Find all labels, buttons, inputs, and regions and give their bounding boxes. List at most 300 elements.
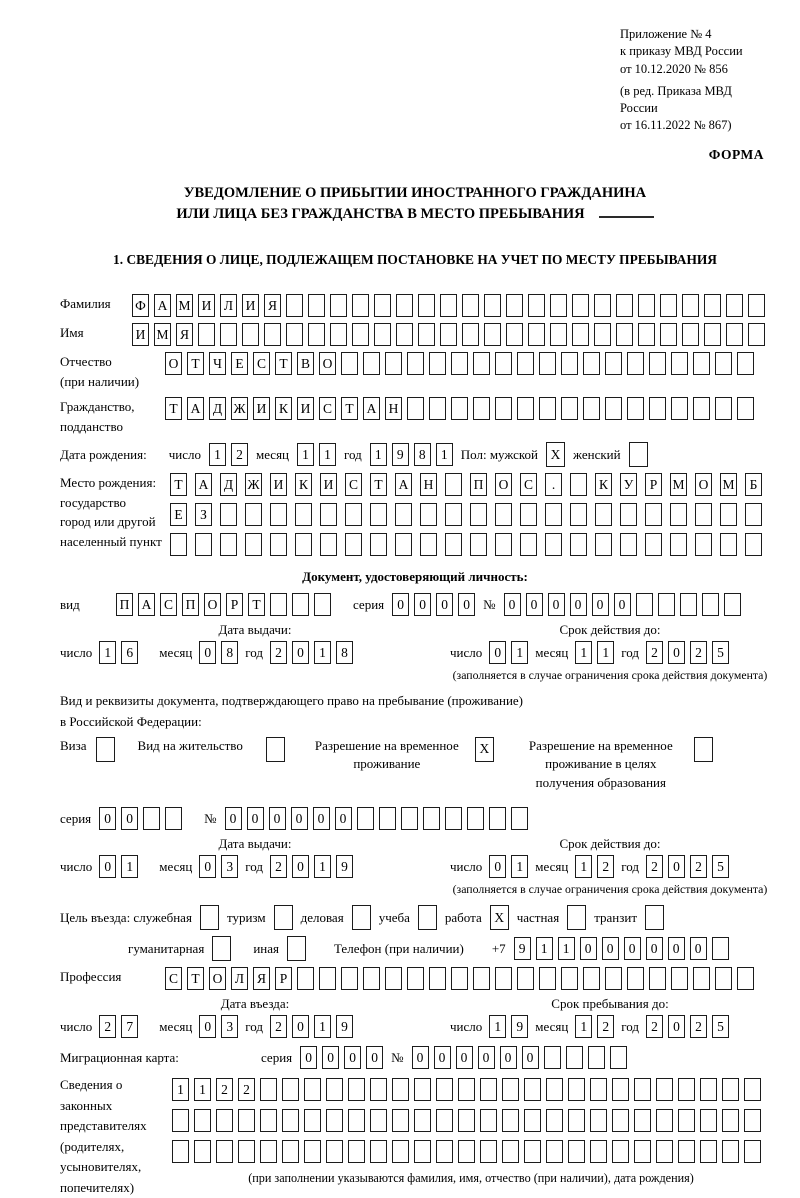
char-box[interactable]: Н	[385, 397, 402, 420]
char-box[interactable]: 0	[436, 593, 453, 616]
char-box[interactable]	[605, 967, 622, 990]
char-box[interactable]: Я	[176, 323, 193, 346]
char-box[interactable]	[570, 473, 587, 496]
char-box[interactable]	[216, 1109, 233, 1132]
char-box[interactable]: В	[297, 352, 314, 375]
temp-residence-edu-checkbox[interactable]	[694, 737, 713, 762]
char-box[interactable]: П	[182, 593, 199, 616]
char-box[interactable]: Р	[226, 593, 243, 616]
char-box[interactable]	[330, 323, 347, 346]
char-box[interactable]	[304, 1109, 321, 1132]
char-box[interactable]: 1	[575, 1015, 592, 1038]
char-box[interactable]: 9	[336, 1015, 353, 1038]
char-box[interactable]	[320, 503, 337, 526]
char-box[interactable]	[451, 967, 468, 990]
char-box[interactable]	[423, 807, 440, 830]
char-box[interactable]	[260, 1109, 277, 1132]
char-box[interactable]: 0	[434, 1046, 451, 1069]
char-box[interactable]: Т	[187, 967, 204, 990]
char-box[interactable]: 1	[597, 641, 614, 664]
char-box[interactable]	[220, 323, 237, 346]
char-box[interactable]	[520, 533, 537, 556]
char-box[interactable]: 1	[209, 443, 226, 466]
char-box[interactable]	[502, 1078, 519, 1101]
char-box[interactable]	[495, 397, 512, 420]
char-box[interactable]	[341, 967, 358, 990]
char-box[interactable]: М	[176, 294, 193, 317]
char-box[interactable]	[616, 294, 633, 317]
char-box[interactable]	[407, 397, 424, 420]
char-box[interactable]	[414, 1078, 431, 1101]
char-box[interactable]	[634, 1140, 651, 1163]
char-box[interactable]	[612, 1078, 629, 1101]
char-box[interactable]	[451, 352, 468, 375]
char-box[interactable]	[627, 352, 644, 375]
char-box[interactable]: К	[295, 473, 312, 496]
char-box[interactable]	[517, 967, 534, 990]
char-box[interactable]	[649, 352, 666, 375]
char-box[interactable]	[341, 352, 358, 375]
char-box[interactable]	[583, 967, 600, 990]
char-box[interactable]	[392, 1078, 409, 1101]
char-box[interactable]	[570, 503, 587, 526]
char-box[interactable]	[528, 294, 545, 317]
char-box[interactable]	[286, 323, 303, 346]
char-box[interactable]: 0	[313, 807, 330, 830]
char-box[interactable]	[566, 1046, 583, 1069]
char-box[interactable]: 0	[624, 937, 641, 960]
char-box[interactable]: Р	[645, 473, 662, 496]
char-box[interactable]	[436, 1078, 453, 1101]
char-box[interactable]: К	[595, 473, 612, 496]
char-box[interactable]: О	[204, 593, 221, 616]
char-box[interactable]	[352, 294, 369, 317]
char-box[interactable]	[363, 967, 380, 990]
char-box[interactable]: М	[154, 323, 171, 346]
char-box[interactable]	[414, 1140, 431, 1163]
char-box[interactable]	[550, 294, 567, 317]
char-box[interactable]: 0	[668, 855, 685, 878]
char-box[interactable]	[473, 352, 490, 375]
char-box[interactable]: 1	[489, 1015, 506, 1038]
char-box[interactable]	[744, 1109, 761, 1132]
char-box[interactable]	[590, 1140, 607, 1163]
char-box[interactable]	[282, 1109, 299, 1132]
char-box[interactable]	[695, 503, 712, 526]
char-box[interactable]: Ж	[245, 473, 262, 496]
char-box[interactable]	[506, 323, 523, 346]
char-box[interactable]	[693, 967, 710, 990]
char-box[interactable]	[489, 807, 506, 830]
char-box[interactable]	[260, 1140, 277, 1163]
char-box[interactable]	[561, 352, 578, 375]
char-box[interactable]: А	[138, 593, 155, 616]
char-box[interactable]: 1	[319, 443, 336, 466]
char-box[interactable]	[473, 397, 490, 420]
char-box[interactable]	[511, 807, 528, 830]
char-box[interactable]	[295, 533, 312, 556]
char-box[interactable]: 9	[336, 855, 353, 878]
char-box[interactable]	[467, 807, 484, 830]
char-box[interactable]: И	[297, 397, 314, 420]
char-box[interactable]	[418, 294, 435, 317]
char-box[interactable]: 2	[270, 855, 287, 878]
char-box[interactable]	[520, 503, 537, 526]
char-box[interactable]: 0	[292, 641, 309, 664]
char-box[interactable]	[695, 533, 712, 556]
char-box[interactable]: С	[520, 473, 537, 496]
char-box[interactable]	[524, 1078, 541, 1101]
char-box[interactable]: 2	[597, 855, 614, 878]
char-box[interactable]: 0	[199, 1015, 216, 1038]
char-box[interactable]	[502, 1140, 519, 1163]
char-box[interactable]: И	[320, 473, 337, 496]
char-box[interactable]	[401, 807, 418, 830]
char-box[interactable]	[745, 503, 762, 526]
temp-residence-checkbox[interactable]: X	[475, 737, 494, 762]
char-box[interactable]: 2	[231, 443, 248, 466]
char-box[interactable]: 6	[121, 641, 138, 664]
char-box[interactable]	[722, 1078, 739, 1101]
char-box[interactable]: 2	[270, 1015, 287, 1038]
char-box[interactable]: 3	[221, 1015, 238, 1038]
char-box[interactable]	[595, 503, 612, 526]
purpose-tourism-checkbox[interactable]	[274, 905, 293, 930]
char-box[interactable]: С	[345, 473, 362, 496]
char-box[interactable]	[480, 1140, 497, 1163]
char-box[interactable]	[242, 323, 259, 346]
char-box[interactable]	[722, 1109, 739, 1132]
char-box[interactable]	[588, 1046, 605, 1069]
char-box[interactable]	[260, 1078, 277, 1101]
char-box[interactable]	[370, 1140, 387, 1163]
char-box[interactable]: 8	[221, 641, 238, 664]
char-box[interactable]	[715, 352, 732, 375]
char-box[interactable]: 2	[646, 641, 663, 664]
char-box[interactable]	[420, 533, 437, 556]
char-box[interactable]	[616, 323, 633, 346]
char-box[interactable]: А	[187, 397, 204, 420]
char-box[interactable]	[270, 503, 287, 526]
char-box[interactable]	[720, 503, 737, 526]
char-box[interactable]	[726, 294, 743, 317]
char-box[interactable]	[451, 397, 468, 420]
char-box[interactable]	[546, 1078, 563, 1101]
char-box[interactable]: 0	[668, 641, 685, 664]
char-box[interactable]: Т	[275, 352, 292, 375]
char-box[interactable]	[326, 1078, 343, 1101]
char-box[interactable]: 0	[121, 807, 138, 830]
gender-male-checkbox[interactable]: X	[546, 442, 565, 467]
char-box[interactable]	[715, 967, 732, 990]
char-box[interactable]: 1	[436, 443, 453, 466]
char-box[interactable]	[517, 352, 534, 375]
char-box[interactable]	[704, 294, 721, 317]
char-box[interactable]	[374, 323, 391, 346]
char-box[interactable]	[605, 352, 622, 375]
char-box[interactable]: 0	[292, 855, 309, 878]
char-box[interactable]: Л	[231, 967, 248, 990]
char-box[interactable]	[704, 323, 721, 346]
char-box[interactable]: Н	[420, 473, 437, 496]
char-box[interactable]	[470, 533, 487, 556]
char-box[interactable]: М	[720, 473, 737, 496]
char-box[interactable]: Р	[275, 967, 292, 990]
char-box[interactable]: 0	[99, 807, 116, 830]
char-box[interactable]	[345, 503, 362, 526]
char-box[interactable]	[370, 503, 387, 526]
char-box[interactable]: 1	[575, 855, 592, 878]
char-box[interactable]	[693, 397, 710, 420]
char-box[interactable]	[539, 967, 556, 990]
purpose-business-checkbox[interactable]	[352, 905, 371, 930]
char-box[interactable]: 1	[558, 937, 575, 960]
char-box[interactable]	[352, 323, 369, 346]
char-box[interactable]	[671, 397, 688, 420]
char-box[interactable]: .	[545, 473, 562, 496]
char-box[interactable]: Д	[209, 397, 226, 420]
char-box[interactable]	[195, 533, 212, 556]
char-box[interactable]: 0	[570, 593, 587, 616]
char-box[interactable]	[671, 967, 688, 990]
char-box[interactable]	[561, 397, 578, 420]
char-box[interactable]	[693, 352, 710, 375]
char-box[interactable]	[440, 294, 457, 317]
char-box[interactable]	[502, 1109, 519, 1132]
char-box[interactable]: 3	[221, 855, 238, 878]
char-box[interactable]	[395, 503, 412, 526]
char-box[interactable]	[245, 503, 262, 526]
char-box[interactable]: А	[154, 294, 171, 317]
char-box[interactable]	[330, 294, 347, 317]
char-box[interactable]: 1	[511, 641, 528, 664]
char-box[interactable]: 0	[592, 593, 609, 616]
char-box[interactable]: 0	[199, 641, 216, 664]
char-box[interactable]: 2	[646, 855, 663, 878]
char-box[interactable]	[172, 1140, 189, 1163]
char-box[interactable]	[238, 1109, 255, 1132]
char-box[interactable]	[319, 967, 336, 990]
char-box[interactable]: О	[319, 352, 336, 375]
char-box[interactable]: 1	[314, 855, 331, 878]
char-box[interactable]	[348, 1109, 365, 1132]
char-box[interactable]	[544, 1046, 561, 1069]
char-box[interactable]: 1	[99, 641, 116, 664]
char-box[interactable]	[539, 397, 556, 420]
char-box[interactable]	[612, 1140, 629, 1163]
char-box[interactable]	[264, 323, 281, 346]
char-box[interactable]	[638, 294, 655, 317]
char-box[interactable]	[627, 397, 644, 420]
char-box[interactable]	[645, 503, 662, 526]
char-box[interactable]	[656, 1140, 673, 1163]
char-box[interactable]	[528, 323, 545, 346]
char-box[interactable]	[304, 1140, 321, 1163]
char-box[interactable]	[462, 294, 479, 317]
char-box[interactable]: О	[165, 352, 182, 375]
char-box[interactable]: 9	[514, 937, 531, 960]
char-box[interactable]: 1	[314, 641, 331, 664]
char-box[interactable]	[282, 1078, 299, 1101]
char-box[interactable]: 0	[344, 1046, 361, 1069]
char-box[interactable]	[595, 533, 612, 556]
char-box[interactable]	[495, 503, 512, 526]
char-box[interactable]: 0	[500, 1046, 517, 1069]
gender-female-checkbox[interactable]	[629, 442, 648, 467]
char-box[interactable]	[495, 967, 512, 990]
char-box[interactable]: 0	[548, 593, 565, 616]
char-box[interactable]	[570, 533, 587, 556]
char-box[interactable]	[458, 1078, 475, 1101]
char-box[interactable]	[194, 1109, 211, 1132]
char-box[interactable]	[712, 937, 729, 960]
char-box[interactable]: Е	[231, 352, 248, 375]
char-box[interactable]	[143, 807, 160, 830]
char-box[interactable]: 5	[712, 1015, 729, 1038]
char-box[interactable]	[326, 1109, 343, 1132]
char-box[interactable]: К	[275, 397, 292, 420]
char-box[interactable]	[396, 323, 413, 346]
char-box[interactable]	[546, 1140, 563, 1163]
purpose-humanitarian-checkbox[interactable]	[212, 936, 231, 961]
char-box[interactable]: 9	[511, 1015, 528, 1038]
char-box[interactable]	[216, 1140, 233, 1163]
char-box[interactable]: Т	[170, 473, 187, 496]
char-box[interactable]	[680, 593, 697, 616]
char-box[interactable]	[590, 1078, 607, 1101]
char-box[interactable]	[396, 294, 413, 317]
char-box[interactable]: 0	[335, 807, 352, 830]
char-box[interactable]	[645, 533, 662, 556]
char-box[interactable]	[429, 967, 446, 990]
char-box[interactable]	[392, 1140, 409, 1163]
char-box[interactable]	[748, 294, 765, 317]
char-box[interactable]	[385, 967, 402, 990]
char-box[interactable]	[445, 533, 462, 556]
purpose-official-checkbox[interactable]	[200, 905, 219, 930]
char-box[interactable]	[605, 397, 622, 420]
char-box[interactable]	[370, 1078, 387, 1101]
char-box[interactable]	[440, 323, 457, 346]
char-box[interactable]: С	[160, 593, 177, 616]
char-box[interactable]: Т	[165, 397, 182, 420]
char-box[interactable]	[484, 323, 501, 346]
char-box[interactable]	[484, 294, 501, 317]
char-box[interactable]	[480, 1109, 497, 1132]
char-box[interactable]	[561, 967, 578, 990]
char-box[interactable]: И	[198, 294, 215, 317]
purpose-other-checkbox[interactable]	[287, 936, 306, 961]
char-box[interactable]	[656, 1109, 673, 1132]
char-box[interactable]: Я	[264, 294, 281, 317]
char-box[interactable]	[550, 323, 567, 346]
char-box[interactable]: 0	[526, 593, 543, 616]
residence-permit-checkbox[interactable]	[266, 737, 285, 762]
char-box[interactable]: Е	[170, 503, 187, 526]
char-box[interactable]	[458, 1140, 475, 1163]
char-box[interactable]	[414, 1109, 431, 1132]
char-box[interactable]	[429, 397, 446, 420]
char-box[interactable]	[314, 593, 331, 616]
char-box[interactable]	[194, 1140, 211, 1163]
char-box[interactable]	[304, 1078, 321, 1101]
char-box[interactable]	[524, 1140, 541, 1163]
char-box[interactable]: 0	[247, 807, 264, 830]
char-box[interactable]: 1	[370, 443, 387, 466]
char-box[interactable]	[583, 397, 600, 420]
char-box[interactable]	[724, 593, 741, 616]
char-box[interactable]: О	[209, 967, 226, 990]
char-box[interactable]	[546, 1109, 563, 1132]
char-box[interactable]: С	[253, 352, 270, 375]
char-box[interactable]: А	[363, 397, 380, 420]
char-box[interactable]: 0	[602, 937, 619, 960]
purpose-private-checkbox[interactable]	[567, 905, 586, 930]
char-box[interactable]	[462, 323, 479, 346]
char-box[interactable]	[292, 593, 309, 616]
char-box[interactable]: И	[270, 473, 287, 496]
char-box[interactable]: П	[470, 473, 487, 496]
char-box[interactable]	[671, 352, 688, 375]
char-box[interactable]	[295, 503, 312, 526]
char-box[interactable]	[737, 967, 754, 990]
char-box[interactable]: 2	[270, 641, 287, 664]
char-box[interactable]	[715, 397, 732, 420]
char-box[interactable]	[282, 1140, 299, 1163]
char-box[interactable]	[220, 533, 237, 556]
char-box[interactable]	[682, 323, 699, 346]
char-box[interactable]	[458, 1109, 475, 1132]
char-box[interactable]	[700, 1140, 717, 1163]
char-box[interactable]: 1	[536, 937, 553, 960]
char-box[interactable]	[480, 1078, 497, 1101]
char-box[interactable]: Я	[253, 967, 270, 990]
purpose-transit-checkbox[interactable]	[645, 905, 664, 930]
char-box[interactable]	[517, 397, 534, 420]
char-box[interactable]	[649, 397, 666, 420]
char-box[interactable]	[436, 1140, 453, 1163]
char-box[interactable]	[568, 1140, 585, 1163]
char-box[interactable]	[634, 1109, 651, 1132]
char-box[interactable]: 0	[690, 937, 707, 960]
char-box[interactable]: У	[620, 473, 637, 496]
char-box[interactable]	[583, 352, 600, 375]
char-box[interactable]	[407, 967, 424, 990]
char-box[interactable]: 0	[392, 593, 409, 616]
char-box[interactable]	[385, 352, 402, 375]
char-box[interactable]: 0	[269, 807, 286, 830]
char-box[interactable]	[678, 1109, 695, 1132]
char-box[interactable]	[524, 1109, 541, 1132]
char-box[interactable]: С	[319, 397, 336, 420]
char-box[interactable]: Л	[220, 294, 237, 317]
char-box[interactable]	[545, 533, 562, 556]
char-box[interactable]: 8	[336, 641, 353, 664]
char-box[interactable]	[392, 1109, 409, 1132]
char-box[interactable]: Ж	[231, 397, 248, 420]
char-box[interactable]	[720, 533, 737, 556]
char-box[interactable]: 2	[99, 1015, 116, 1038]
char-box[interactable]: З	[195, 503, 212, 526]
char-box[interactable]	[495, 533, 512, 556]
char-box[interactable]: 1	[121, 855, 138, 878]
char-box[interactable]	[395, 533, 412, 556]
char-box[interactable]	[270, 533, 287, 556]
char-box[interactable]: 8	[414, 443, 431, 466]
char-box[interactable]: 0	[614, 593, 631, 616]
char-box[interactable]	[678, 1078, 695, 1101]
char-box[interactable]	[636, 593, 653, 616]
